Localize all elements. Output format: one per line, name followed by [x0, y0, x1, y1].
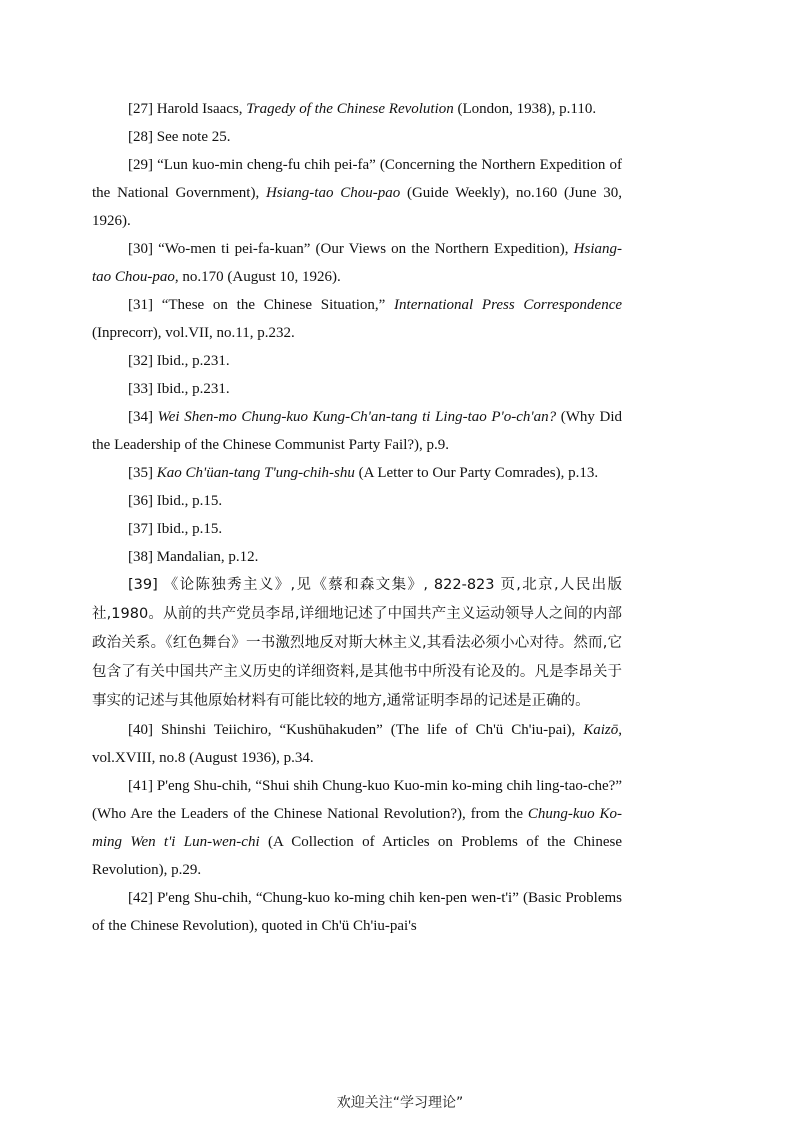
page-footer: 欢迎关注“学习理论”	[336, 1095, 464, 1111]
note-number: [32]	[128, 353, 153, 369]
note-item	[92, 515, 622, 543]
note-text: (Guide Weekly), no.160 (June 30, 1926).	[92, 185, 623, 229]
note-number: [36]	[128, 493, 153, 509]
note-item	[92, 772, 622, 884]
note-number: [40]	[128, 722, 153, 738]
note-text: (A Letter to Our Party Comrades), p.13.	[354, 465, 599, 481]
note-title: Wei Shen-mo Chung-kuo Kung-Ch'an-tang ti Ling-tao P'o-ch'an?	[157, 409, 557, 425]
note-number: [38]	[128, 549, 153, 565]
note-text: , no.170 (August 10, 1926).	[174, 269, 341, 285]
note-number: [39]	[128, 577, 158, 593]
note-text: (London, 1938), p.110.	[453, 101, 597, 117]
note-number: [29]	[128, 157, 153, 173]
note-text: Harold Isaacs,	[156, 101, 247, 117]
note-number: [30]	[128, 241, 153, 257]
note-item	[92, 543, 622, 571]
note-text: (Why Did the Leadership of the Chinese Communist Party Fail?), p.9.	[92, 409, 623, 453]
note-number: [42]	[128, 890, 153, 906]
note-text: Ibid., p.15.	[156, 493, 223, 509]
note-item	[92, 123, 622, 151]
note-text: (A Collection of Articles on Problems of the Chinese Revolution), p.29.	[92, 834, 622, 878]
note-number: [31]	[128, 297, 153, 313]
note-item	[92, 487, 622, 515]
note-item	[92, 347, 622, 375]
note-number: [41]	[128, 778, 153, 794]
note-title: Kaizō	[583, 722, 619, 738]
note-text: Ibid., p.231.	[156, 353, 230, 369]
note-text: Ibid., p.15.	[156, 521, 223, 537]
note-text: “Lun kuo-min cheng-fu chih pei-fa” (Concerning the Northern Expedition of the National Government),	[92, 157, 623, 201]
note-title: Hsiang-tao Chou-pao	[92, 241, 622, 285]
note-text: 《论陈独秀主义》,见《蔡和森文集》, 822-823 页,北京,人民出版社,1980。从前的共产党员李昂,详细地记述了中国共产主义运动领导人之间的内部政治关系。《红色舞台》一书激烈地反对斯大林主义,其看法必须小心对待。然而,它包含了有关中国共产主义历史的详细资料,是其他书中所没有论及的。凡是李昂关于事实的记述与其他原始材料有可能比较的地方,通常证明李昂的记述是正确的。	[92, 577, 622, 709]
note-text: , vol.XVIII, no.8 (August 1936), p.34.	[92, 722, 623, 766]
note-title: Chung-kuo Ko-ming Wen t'i Lun-wen-chi	[92, 806, 622, 850]
note-number: [34]	[128, 409, 153, 425]
note-39	[92, 571, 622, 716]
note-text: Ibid., p.231.	[156, 381, 230, 397]
note-item	[92, 235, 622, 291]
note-number: [33]	[128, 381, 153, 397]
notes-list-a	[92, 95, 622, 571]
note-item	[92, 459, 622, 487]
note-title: Tragedy of the Chinese Revolution	[246, 101, 454, 117]
note-item	[92, 716, 622, 772]
note-text: “These on the Chinese Situation,”	[161, 297, 395, 313]
note-number: [27]	[128, 101, 153, 117]
note-text: “Wo-men ti pei-fa-kuan” (Our Views on the Northern Expedition),	[158, 241, 574, 257]
note-number: [35]	[128, 465, 153, 481]
note-item	[92, 375, 622, 403]
note-text: P'eng Shu-chih, “Shui shih Chung-kuo Kuo-min ko-ming chih ling-tao-che?” (Who Are the Leaders of the Chinese National Revolution?), from the	[92, 778, 623, 822]
note-title: Kao Ch'üan-tang T'ung-chih-shu	[156, 465, 355, 481]
note-item	[92, 151, 622, 235]
note-item	[92, 95, 622, 123]
note-title: International Press Correspondence	[394, 297, 623, 313]
note-item	[92, 403, 622, 459]
notes-page	[92, 95, 622, 940]
note-item	[92, 291, 622, 347]
note-text: Shinshi Teiichiro, “Kushūhakuden” (The life of Ch'ü Ch'iu-pai),	[161, 722, 584, 738]
note-number: [28]	[128, 129, 153, 145]
note-item	[92, 884, 622, 940]
note-number: [37]	[128, 521, 153, 537]
note-text: (Inprecorr), vol.VII, no.11, p.232.	[92, 325, 295, 341]
note-title: Hsiang-tao Chou-pao	[265, 185, 401, 201]
notes-list-b	[92, 716, 622, 940]
note-text: P'eng Shu-chih, “Chung-kuo ko-ming chih ken-pen wen-t'i” (Basic Problems of the Chinese Revolution), quoted in Ch'ü Ch'iu-pai's	[92, 890, 622, 934]
note-text: See note 25.	[156, 129, 231, 145]
note-text: Mandalian, p.12.	[156, 549, 259, 565]
